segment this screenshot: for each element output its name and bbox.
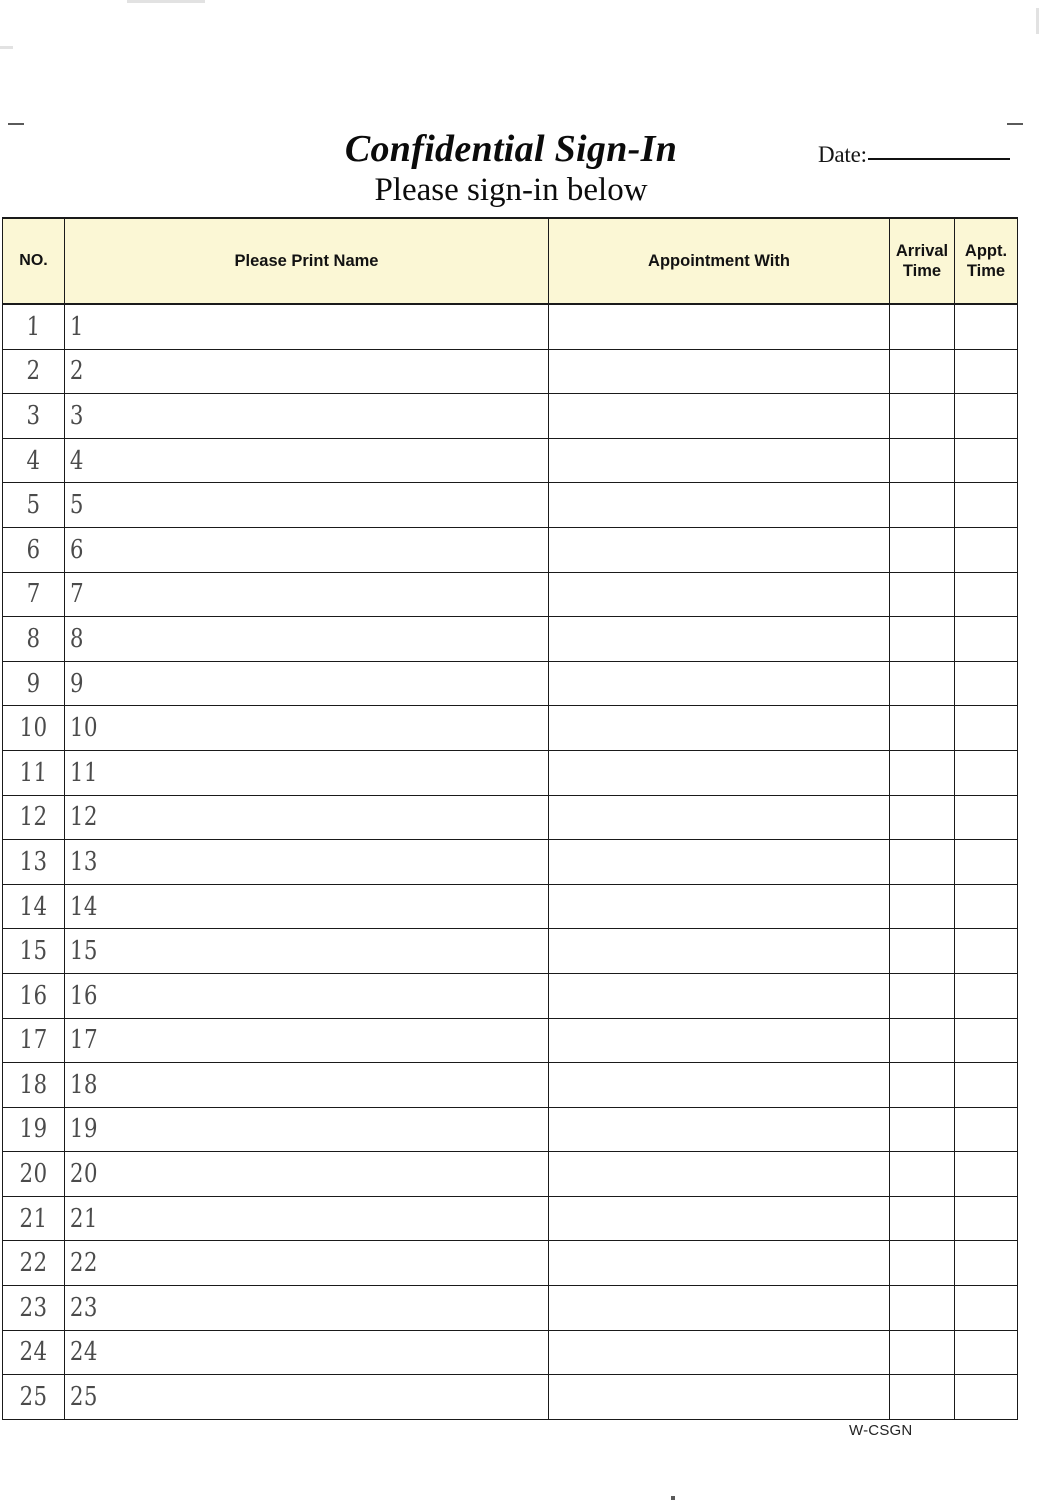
- arrival-time-cell[interactable]: [890, 929, 955, 974]
- table-row: [3, 349, 1018, 394]
- row-number-cell: [3, 1018, 65, 1063]
- date-label: Date:: [818, 142, 867, 167]
- arrival-time-cell[interactable]: [890, 304, 955, 349]
- appt-time-cell[interactable]: [955, 1152, 1018, 1197]
- row-number-cell: [3, 973, 65, 1018]
- appt-time-cell[interactable]: [955, 483, 1018, 528]
- appt-time-cell[interactable]: [955, 349, 1018, 394]
- row-number-cell: [3, 1241, 65, 1286]
- arrival-time-cell[interactable]: [890, 1063, 955, 1108]
- sign-in-table: [2, 217, 1018, 1420]
- arrival-time-cell[interactable]: [890, 349, 955, 394]
- row-number-cell: [3, 1286, 65, 1331]
- page-title: Confidential Sign-In: [344, 128, 678, 170]
- row-number-label: 24: [19, 1337, 48, 1368]
- preprinted-row-number: 6: [69, 534, 85, 565]
- preprinted-row-number: 13: [69, 846, 99, 877]
- print-name-cell[interactable]: [65, 394, 549, 439]
- row-number-label: 6: [26, 534, 41, 565]
- preprinted-row-number: 14: [69, 891, 99, 922]
- arrival-time-cell[interactable]: [890, 706, 955, 751]
- appt-time-cell[interactable]: [955, 394, 1018, 439]
- appointment-with-cell[interactable]: [549, 973, 890, 1018]
- table-row: [3, 706, 1018, 751]
- preprinted-row-number: 25: [69, 1382, 99, 1413]
- table-row: [3, 1063, 1018, 1108]
- preprinted-row-number: 11: [69, 757, 99, 788]
- date-write-in-line[interactable]: [868, 158, 1010, 160]
- table-header: [3, 218, 1018, 304]
- row-number-label: 11: [19, 757, 48, 788]
- arrival-time-cell[interactable]: [890, 661, 955, 706]
- table-row: [3, 750, 1018, 795]
- preprinted-row-number: 8: [69, 623, 85, 654]
- row-number-cell: [3, 840, 65, 885]
- preprinted-row-number: 7: [69, 579, 85, 610]
- appointment-with-cell[interactable]: [549, 527, 890, 572]
- row-number-label: 16: [19, 980, 48, 1011]
- print-name-cell[interactable]: [65, 1375, 549, 1420]
- left-corner-dash: [8, 123, 24, 125]
- page-title-block: [0, 128, 1022, 209]
- preprinted-row-number: 22: [69, 1248, 99, 1279]
- table-row: [3, 1152, 1018, 1197]
- row-number-label: 23: [19, 1292, 48, 1323]
- table-row: [3, 527, 1018, 572]
- row-number-cell: [3, 1107, 65, 1152]
- appointment-with-cell[interactable]: [549, 1196, 890, 1241]
- preprinted-row-number: 10: [69, 713, 99, 744]
- arrival-time-cell[interactable]: [890, 1018, 955, 1063]
- appointment-with-cell[interactable]: [549, 1241, 890, 1286]
- table-header-row: [3, 218, 1018, 304]
- table-row: [3, 438, 1018, 483]
- appt-time-cell[interactable]: [955, 1241, 1018, 1286]
- preprinted-row-number: 19: [69, 1114, 99, 1145]
- row-number-cell: [3, 929, 65, 974]
- arrival-time-cell[interactable]: [890, 884, 955, 929]
- appt-time-cell[interactable]: [955, 795, 1018, 840]
- row-number-cell: [3, 1152, 65, 1197]
- bottom-center-mark: [671, 1496, 675, 1500]
- row-number-label: 7: [26, 579, 41, 610]
- print-name-cell[interactable]: [65, 617, 549, 662]
- row-number-label: 14: [19, 891, 48, 922]
- table-row: [3, 1107, 1018, 1152]
- print-name-cell[interactable]: [65, 1241, 549, 1286]
- print-name-cell[interactable]: [65, 840, 549, 885]
- table-row: [3, 1330, 1018, 1375]
- row-number-label: 12: [19, 802, 48, 833]
- appt-time-cell[interactable]: [955, 929, 1018, 974]
- table-row: [3, 1196, 1018, 1241]
- arrival-time-cell[interactable]: [890, 572, 955, 617]
- row-number-cell: [3, 304, 65, 349]
- row-number-cell: [3, 1375, 65, 1420]
- appointment-with-cell[interactable]: [549, 483, 890, 528]
- row-number-cell: [3, 1196, 65, 1241]
- arrival-time-cell[interactable]: [890, 438, 955, 483]
- row-number-label: 1: [26, 311, 41, 342]
- appointment-with-cell[interactable]: [549, 349, 890, 394]
- table-row: [3, 840, 1018, 885]
- preprinted-row-number: 18: [69, 1069, 99, 1100]
- row-number-label: 21: [19, 1203, 48, 1234]
- column-header-no: NO.: [3, 218, 65, 304]
- appt-time-cell[interactable]: [955, 661, 1018, 706]
- arrival-time-cell[interactable]: [890, 973, 955, 1018]
- print-name-cell[interactable]: [65, 1196, 549, 1241]
- appointment-with-cell[interactable]: [549, 795, 890, 840]
- print-name-cell[interactable]: [65, 438, 549, 483]
- arrival-time-cell[interactable]: [890, 483, 955, 528]
- print-name-cell[interactable]: [65, 750, 549, 795]
- appt-time-cell[interactable]: [955, 1107, 1018, 1152]
- appointment-with-cell[interactable]: [549, 661, 890, 706]
- appt-time-cell[interactable]: [955, 1018, 1018, 1063]
- arrival-time-cell[interactable]: [890, 527, 955, 572]
- print-name-cell[interactable]: [65, 973, 549, 1018]
- date-field[interactable]: [818, 143, 1010, 166]
- row-number-label: 5: [26, 490, 41, 521]
- row-number-label: 20: [19, 1159, 48, 1190]
- preprinted-row-number: 20: [69, 1159, 99, 1190]
- row-number-cell: [3, 750, 65, 795]
- appt-time-cell[interactable]: [955, 527, 1018, 572]
- row-number-cell: [3, 1330, 65, 1375]
- appointment-with-cell[interactable]: [549, 1063, 890, 1108]
- row-number-label: 22: [19, 1248, 48, 1279]
- row-number-label: 9: [26, 668, 41, 699]
- column-header-print-name: Please Print Name: [65, 218, 549, 304]
- table-body: [3, 304, 1018, 1419]
- arrival-time-cell[interactable]: [890, 795, 955, 840]
- appointment-with-cell[interactable]: [549, 304, 890, 349]
- appointment-with-cell[interactable]: [549, 394, 890, 439]
- table-row: [3, 1286, 1018, 1331]
- row-number-cell: [3, 706, 65, 751]
- table-row: [3, 483, 1018, 528]
- preprinted-row-number: 9: [69, 668, 85, 699]
- appointment-with-cell[interactable]: [549, 1286, 890, 1331]
- preprinted-row-number: 23: [69, 1292, 99, 1323]
- preprinted-row-number: 5: [69, 490, 85, 521]
- print-name-cell[interactable]: [65, 706, 549, 751]
- row-number-label: 17: [19, 1025, 48, 1056]
- appointment-with-cell[interactable]: [549, 438, 890, 483]
- row-number-cell: [3, 527, 65, 572]
- appt-time-cell[interactable]: [955, 1196, 1018, 1241]
- right-corner-dash: [1007, 123, 1023, 125]
- page-subtitle: Please sign-in below: [374, 172, 648, 208]
- appt-time-cell[interactable]: [955, 840, 1018, 885]
- table-row: [3, 973, 1018, 1018]
- arrival-time-cell[interactable]: [890, 1196, 955, 1241]
- top-right-tick: [1036, 8, 1039, 34]
- print-name-cell[interactable]: [65, 884, 549, 929]
- print-name-cell[interactable]: [65, 572, 549, 617]
- table-row: [3, 572, 1018, 617]
- print-name-cell[interactable]: [65, 483, 549, 528]
- table-row: [3, 1375, 1018, 1420]
- row-number-cell: [3, 884, 65, 929]
- print-name-cell[interactable]: [65, 527, 549, 572]
- arrival-time-cell[interactable]: [890, 1241, 955, 1286]
- table-row: [3, 929, 1018, 974]
- row-number-label: 8: [26, 623, 41, 654]
- print-name-cell[interactable]: [65, 1063, 549, 1108]
- appt-time-cell[interactable]: [955, 1330, 1018, 1375]
- preprinted-row-number: 12: [69, 802, 99, 833]
- appointment-with-cell[interactable]: [549, 1018, 890, 1063]
- appt-time-cell[interactable]: [955, 1063, 1018, 1108]
- column-header-arrival-time: Arrival Time: [890, 218, 955, 304]
- row-number-cell: [3, 661, 65, 706]
- appt-time-cell[interactable]: [955, 1375, 1018, 1420]
- appointment-with-cell[interactable]: [549, 1375, 890, 1420]
- row-number-label: 18: [19, 1069, 48, 1100]
- left-edge-tick: [0, 46, 13, 49]
- print-name-cell[interactable]: [65, 1018, 549, 1063]
- print-name-cell[interactable]: [65, 795, 549, 840]
- preprinted-row-number: 2: [69, 356, 85, 387]
- print-name-cell[interactable]: [65, 349, 549, 394]
- table-row: [3, 394, 1018, 439]
- appointment-with-cell[interactable]: [549, 617, 890, 662]
- table-row: [3, 617, 1018, 662]
- form-code: W-CSGN: [849, 1422, 913, 1439]
- appointment-with-cell[interactable]: [549, 706, 890, 751]
- row-number-cell: [3, 483, 65, 528]
- row-number-cell: [3, 1063, 65, 1108]
- appt-time-cell[interactable]: [955, 438, 1018, 483]
- appt-time-cell[interactable]: [955, 617, 1018, 662]
- row-number-label: 10: [19, 713, 48, 744]
- table-row: [3, 1018, 1018, 1063]
- appt-time-cell[interactable]: [955, 884, 1018, 929]
- print-name-cell[interactable]: [65, 1107, 549, 1152]
- preprinted-row-number: 17: [69, 1025, 99, 1056]
- appt-time-cell[interactable]: [955, 706, 1018, 751]
- arrival-time-cell[interactable]: [890, 1375, 955, 1420]
- arrival-time-cell[interactable]: [890, 840, 955, 885]
- print-name-cell[interactable]: [65, 1330, 549, 1375]
- row-number-label: 2: [26, 356, 41, 387]
- row-number-cell: [3, 572, 65, 617]
- arrival-time-cell[interactable]: [890, 1152, 955, 1197]
- row-number-label: 3: [26, 400, 41, 431]
- appointment-with-cell[interactable]: [549, 884, 890, 929]
- appointment-with-cell[interactable]: [549, 1107, 890, 1152]
- row-number-cell: [3, 617, 65, 662]
- appt-time-cell[interactable]: [955, 304, 1018, 349]
- row-number-cell: [3, 438, 65, 483]
- appointment-with-cell[interactable]: [549, 572, 890, 617]
- table-row: [3, 884, 1018, 929]
- appt-time-cell[interactable]: [955, 750, 1018, 795]
- column-header-appointment-with: Appointment With: [549, 218, 890, 304]
- arrival-time-cell[interactable]: [890, 1330, 955, 1375]
- row-number-cell: [3, 349, 65, 394]
- column-header-appt-time: Appt. Time: [955, 218, 1018, 304]
- arrival-time-cell[interactable]: [890, 617, 955, 662]
- preprinted-row-number: 1: [69, 311, 85, 342]
- preprinted-row-number: 15: [69, 936, 99, 967]
- appointment-with-cell[interactable]: [549, 929, 890, 974]
- print-name-cell[interactable]: [65, 1152, 549, 1197]
- appointment-with-cell[interactable]: [549, 1152, 890, 1197]
- table-row: [3, 1241, 1018, 1286]
- preprinted-row-number: 4: [69, 445, 85, 476]
- preprinted-row-number: 16: [69, 980, 99, 1011]
- print-name-cell[interactable]: [65, 304, 549, 349]
- row-number-label: 19: [19, 1114, 48, 1145]
- arrival-time-cell[interactable]: [890, 750, 955, 795]
- preprinted-row-number: 3: [69, 400, 85, 431]
- appt-time-cell[interactable]: [955, 1286, 1018, 1331]
- table-row: [3, 795, 1018, 840]
- appt-time-cell[interactable]: [955, 572, 1018, 617]
- appointment-with-cell[interactable]: [549, 750, 890, 795]
- row-number-cell: [3, 394, 65, 439]
- arrival-time-cell[interactable]: [890, 1107, 955, 1152]
- appt-time-cell[interactable]: [955, 973, 1018, 1018]
- print-name-cell[interactable]: [65, 661, 549, 706]
- row-number-label: 15: [19, 936, 48, 967]
- preprinted-row-number: 21: [69, 1203, 99, 1234]
- print-name-cell[interactable]: [65, 929, 549, 974]
- appointment-with-cell[interactable]: [549, 1330, 890, 1375]
- top-left-tick: [127, 0, 205, 3]
- arrival-time-cell[interactable]: [890, 1286, 955, 1331]
- table-row: [3, 304, 1018, 349]
- table-row: [3, 661, 1018, 706]
- preprinted-row-number: 24: [69, 1337, 99, 1368]
- row-number-label: 13: [19, 846, 48, 877]
- row-number-label: 4: [26, 445, 41, 476]
- print-name-cell[interactable]: [65, 1286, 549, 1331]
- row-number-label: 25: [19, 1382, 48, 1413]
- row-number-cell: [3, 795, 65, 840]
- appointment-with-cell[interactable]: [549, 840, 890, 885]
- arrival-time-cell[interactable]: [890, 394, 955, 439]
